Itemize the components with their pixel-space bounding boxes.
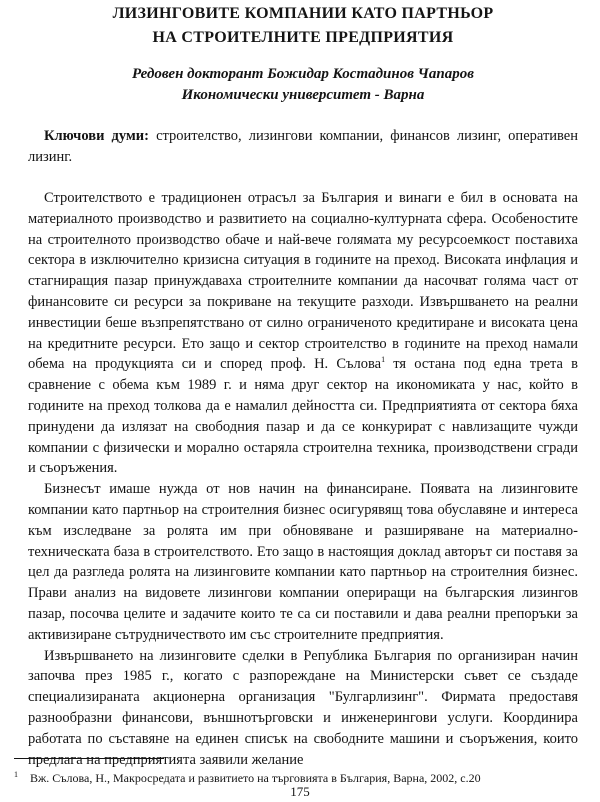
title-line-2: НА СТРОИТЕЛНИТЕ ПРЕДПРИЯТИЯ [152,29,454,46]
body-paragraph-1 [28,188,578,479]
author-name: Редовен докторант Божидар Костадинов Чапаров [132,66,474,82]
footnote-text: Вж. Сълова, Н., Макросредата и развитието на търговията в България, Варна, 2002, с.20 [30,771,481,785]
author-affiliation: Икономически университет - Варна [181,87,425,103]
keywords-paragraph [28,126,578,168]
body-paragraph-2: Бизнесът имаше нужда от нов начин на финансиране. Появата на лизинговите компании като партньор на строителния бизнес осигурявящ това обуславяне и интереса към изследване за ролята им при обновяване и разширяване на материално-техническата база в строителството. Ето защо в настоящия доклад авторът си поставя за цел да разгледа ролята на лизинговите компании като партньор на строителния бизнес. Прави анализ на видовете лизингови компании опериращи на българския лизингов пазар, посочва целите и задачите които те са си поставили и дава реални препоръки за активизиране сътрудничеството им със строителните предприятия. [28,481,578,643]
footnote-marker: 1 [14,770,18,779]
page-number: 175 [290,784,310,799]
article-title [28,2,578,50]
document-page [0,2,600,802]
paragraph-1-part-a: Строителството е традиционен отрасъл за България и винаги е бил в основата на материалното производство и развитието на социално-културната сфера. Особеностите на строителното производство обаче и най-вече голямата му ресурсоемкост поставиха сектора в изключително кризисна ситуация в годините на преход. Високата инфлация и стагниращия пазар принуждаваха строителните компании да насочват голяма част от финансовите си ресурси за покриване на текущите разходи. Извършването на реални инвестиции беше възпрепятствано от силно ограниченото кредитиране и високата цена на кредитните ресурси. Ето защо и сектор строителство в годините на преход намали обема на продукцията си и според проф. Н. Сълова [28,190,578,373]
author-block [28,64,578,106]
paragraph-1-part-b: тя остана под една трета в сравнение с обема към 1989 г. и няма друг сектор на икономиката у нас, който в годините на преход толкова да е намалил дейността си. Предприятията от сектора бяха принудени да излязат на свободния пазар и да се конкурират с навлизащите чужди компании с физически и морално остаряла строителна техника, производствени сгради и съоръжения. [28,356,578,477]
footnote-divider [14,758,164,759]
title-line-1: ЛИЗИНГОВИТЕ КОМПАНИИ КАТО ПАРТНЬОР [112,5,494,22]
body-paragraph-3: Извършването на лизинговите сделки в Република България по организиран начин започва през 1985 г., когато с разпореждане на Министерски съвет се създаде специализираната акционерна организация "Булгарлизинг". Фирмата предоставя разнообразни финансови, външнотърговски и инженерингови услуги. Координира работата по съставяне на единен списък на свободните машини и съоръжения, които предлага на предприятията заявили желание [28,647,578,768]
footnote-reference: 1 [381,355,386,365]
keywords-label: Ключови думи: [44,128,149,144]
body-text [28,188,578,770]
keywords-text: строителство, лизингови компании, финансов лизинг, оперативен лизинг. [28,128,578,165]
